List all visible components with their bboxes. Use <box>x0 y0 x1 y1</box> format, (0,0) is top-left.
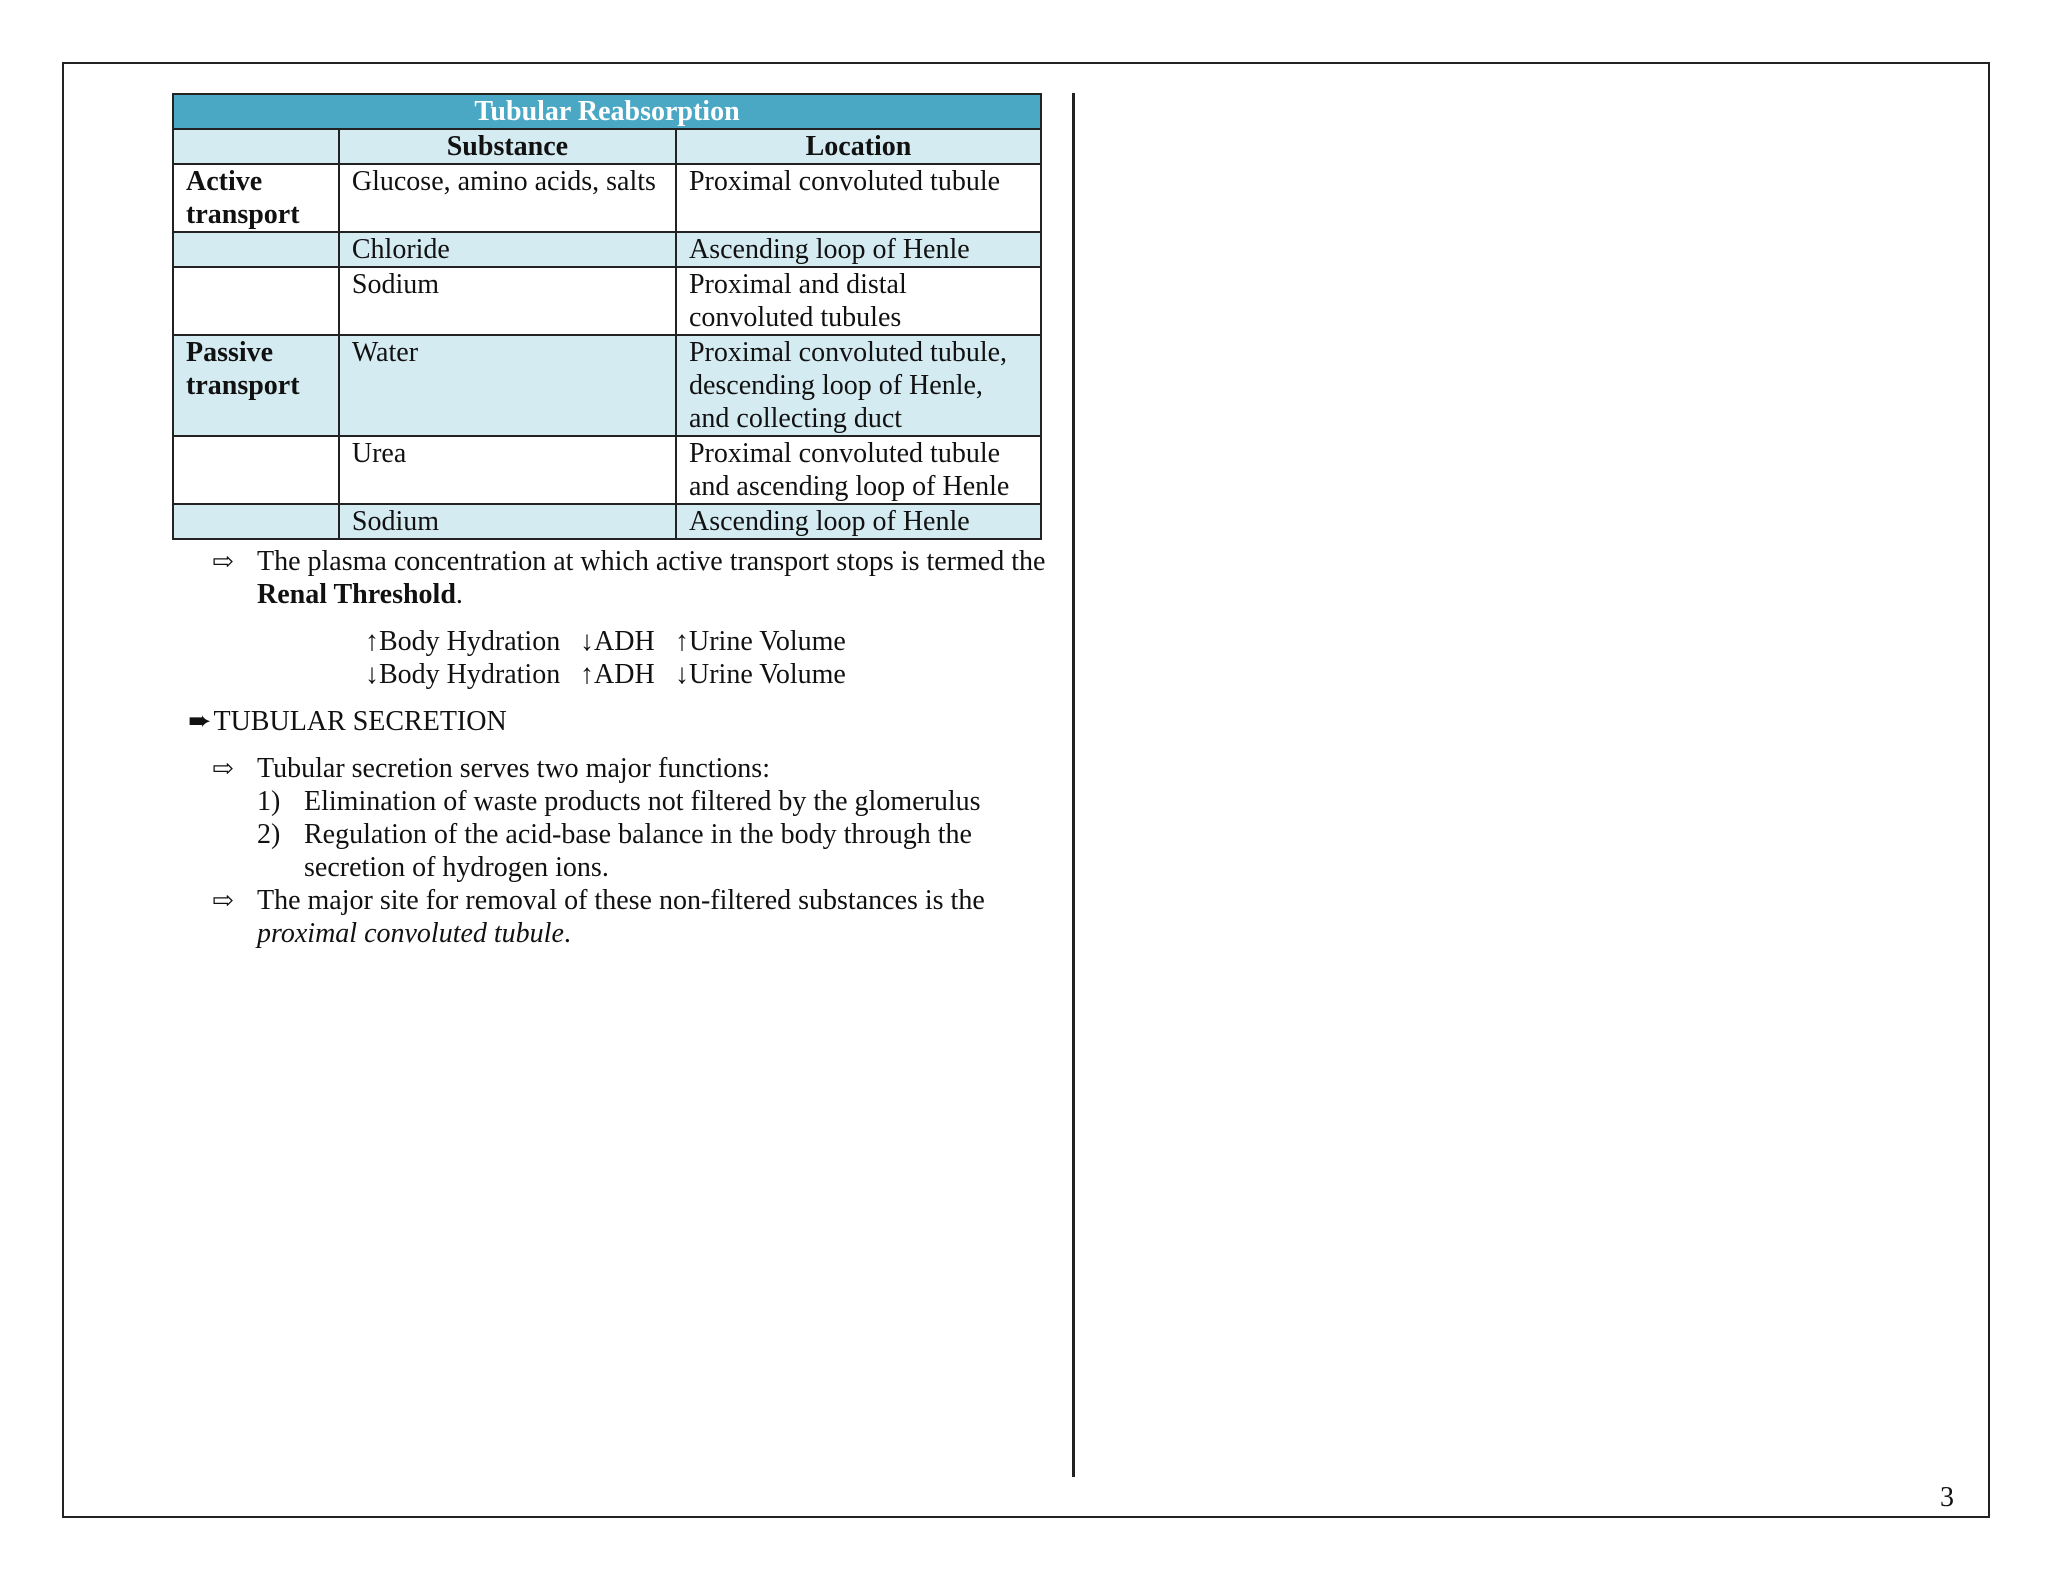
arrow-right-icon: ⇨ <box>212 886 234 915</box>
arrow-right-icon: ⇨ <box>212 754 234 783</box>
table-row <box>173 504 1041 539</box>
arrow-right-icon: ⇨ <box>212 547 234 576</box>
threshold-text: The plasma concentration at which active transport stops is termed the <box>257 546 1046 577</box>
row-category <box>173 436 339 504</box>
row-location: Proximal convoluted tubule, descending loop of Henle, and collecting duct <box>676 335 1041 436</box>
hydration-row <box>365 658 1052 691</box>
table-row <box>173 164 1041 232</box>
pointing-arrow-icon: ➨ <box>188 706 212 737</box>
functions-list <box>172 785 1052 884</box>
renal-threshold-bullet <box>172 545 1052 611</box>
row-substance: Sodium <box>339 267 676 335</box>
table-row <box>173 267 1041 335</box>
row-category: Passive transport <box>173 335 339 436</box>
header-substance: Substance <box>339 129 676 164</box>
hydration-row <box>365 625 1052 658</box>
section-title: TUBULAR SECRETION <box>213 706 507 737</box>
table-row <box>173 335 1041 436</box>
column-divider <box>1072 93 1075 1477</box>
list-text: Elimination of waste products not filtered by the glomerulus <box>304 786 981 817</box>
urine-volume-state: ↑Urine Volume <box>675 626 846 657</box>
table-row <box>173 436 1041 504</box>
row-category: Active transport <box>173 164 339 232</box>
list-item <box>257 785 1052 818</box>
site-end: . <box>563 918 571 949</box>
list-number: 2) <box>257 819 281 850</box>
row-location: Proximal convoluted tubule and ascending loop of Henle <box>676 436 1041 504</box>
header-location: Location <box>676 129 1041 164</box>
list-text: Regulation of the acid-base balance in the body through the secretion of hydrogen ions. <box>304 819 972 883</box>
row-category <box>173 232 339 267</box>
left-column-content <box>172 545 1052 950</box>
hydration-state: ↓Body Hydration <box>365 659 561 690</box>
list-item <box>257 818 1052 884</box>
table-title: Tubular Reabsorption <box>173 94 1041 129</box>
hydration-relationships <box>365 625 1052 691</box>
list-number: 1) <box>257 786 281 817</box>
row-location: Ascending loop of Henle <box>676 232 1041 267</box>
row-substance: Sodium <box>339 504 676 539</box>
secretion-intro: Tubular secretion serves two major functions: <box>257 753 770 784</box>
site-term: proximal convoluted tubule <box>257 918 564 949</box>
row-substance: Chloride <box>339 232 676 267</box>
section-heading <box>188 705 1052 738</box>
row-category <box>173 504 339 539</box>
row-location: Ascending loop of Henle <box>676 504 1041 539</box>
row-substance: Urea <box>339 436 676 504</box>
site-text: The major site for removal of these non-filtered substances is the <box>257 885 985 916</box>
threshold-end: . <box>455 579 463 610</box>
table-row <box>173 232 1041 267</box>
removal-site-bullet <box>172 884 1052 950</box>
adh-state: ↓ADH <box>580 626 655 657</box>
threshold-term: Renal Threshold <box>257 579 456 610</box>
header-category <box>173 129 339 164</box>
secretion-notes <box>172 752 1052 950</box>
tubular-reabsorption-table <box>172 93 1042 540</box>
row-category <box>173 267 339 335</box>
hydration-state: ↑Body Hydration <box>365 626 561 657</box>
adh-state: ↑ADH <box>580 659 655 690</box>
row-substance: Water <box>339 335 676 436</box>
urine-volume-state: ↓Urine Volume <box>675 659 846 690</box>
row-substance: Glucose, amino acids, salts <box>339 164 676 232</box>
page-number: 3 <box>1940 1482 1954 1513</box>
row-location: Proximal convoluted tubule <box>676 164 1041 232</box>
row-location: Proximal and distal convoluted tubules <box>676 267 1041 335</box>
secretion-intro-bullet <box>172 752 1052 785</box>
